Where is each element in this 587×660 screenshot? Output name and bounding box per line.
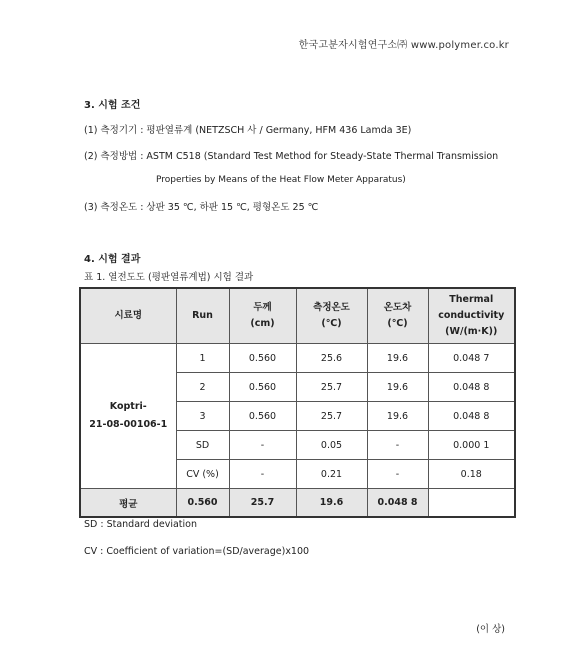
header-temperature: 측정온도 (℃): [296, 288, 367, 344]
cell-thickness: -: [229, 460, 296, 489]
header-run: Run: [176, 288, 229, 344]
sample-name-cell: Koptri- 21-08-00106-1: [80, 344, 176, 489]
cell-thermal-conductivity: 0.000 1: [428, 431, 515, 460]
section-4-title: 4. 시험 결과: [84, 254, 141, 265]
results-table: [79, 287, 516, 518]
table-header-row: [80, 288, 515, 344]
cell-temperature: 25.7: [296, 402, 367, 431]
cell-temp-diff: -: [367, 431, 428, 460]
cell-temperature: 0.05: [296, 431, 367, 460]
cell-run: CV (%): [176, 460, 229, 489]
cell-average-label: 평균: [80, 489, 176, 518]
cell-thickness: 0.560: [229, 344, 296, 373]
cell-run: SD: [176, 431, 229, 460]
cell-run: 3: [176, 402, 229, 431]
end-mark: (이 상): [476, 624, 505, 635]
note-sd: SD : Standard deviation: [84, 519, 197, 530]
cell-thermal-conductivity: 0.048 8: [428, 402, 515, 431]
cell-run: 1: [176, 344, 229, 373]
cell-thermal-conductivity: 0.18: [428, 460, 515, 489]
table-row-average: [80, 489, 515, 518]
cell-temperature: 25.7: [229, 489, 296, 518]
cell-thermal-conductivity: 0.048 8: [367, 489, 428, 518]
cell-temp-diff: 19.6: [367, 373, 428, 402]
condition-method-cont: Properties by Means of the Heat Flow Meter Apparatus): [156, 175, 406, 185]
cell-thermal-conductivity: 0.048 7: [428, 344, 515, 373]
table-caption: 표 1. 열전도도 (평판열류계법) 시험 결과: [84, 272, 254, 283]
cell-temperature: 25.7: [296, 373, 367, 402]
cell-thermal-conductivity: 0.048 8: [428, 373, 515, 402]
condition-instrument: (1) 측정기기 : 평판열류계 (NETZSCH 사 / Germany, HFM 436 Lamda 3E): [84, 125, 412, 136]
cell-temp-diff: 19.6: [367, 402, 428, 431]
section-3-title: 3. 시험 조건: [84, 100, 141, 111]
table-row: [80, 344, 515, 373]
condition-temperature: (3) 측정온도 : 상판 35 ℃, 하판 15 ℃, 평형온도 25 ℃: [84, 202, 319, 213]
cell-temperature: 25.6: [296, 344, 367, 373]
cell-thickness: 0.560: [176, 489, 229, 518]
cell-temp-diff: 19.6: [296, 489, 367, 518]
cell-run: 2: [176, 373, 229, 402]
cell-temperature: 0.21: [296, 460, 367, 489]
cell-thickness: 0.560: [229, 373, 296, 402]
header-thickness: 두께 (cm): [229, 288, 296, 344]
header-thermal-conductivity: Thermal conductivity (W/(m·K)): [428, 288, 515, 344]
cell-thickness: 0.560: [229, 402, 296, 431]
cell-temp-diff: -: [367, 460, 428, 489]
note-cv: CV : Coefficient of variation=(SD/average)x100: [84, 546, 310, 557]
header-sample: 시료명: [80, 288, 176, 344]
condition-method: (2) 측정방법 : ASTM C518 (Standard Test Method for Steady-State Thermal Transmission: [84, 151, 499, 162]
header-temp-diff: 온도차 (℃): [367, 288, 428, 344]
cell-thickness: -: [229, 431, 296, 460]
cell-temp-diff: 19.6: [367, 344, 428, 373]
page-header: 한국고분자시험연구소㈜ www.polymer.co.kr: [298, 40, 509, 51]
